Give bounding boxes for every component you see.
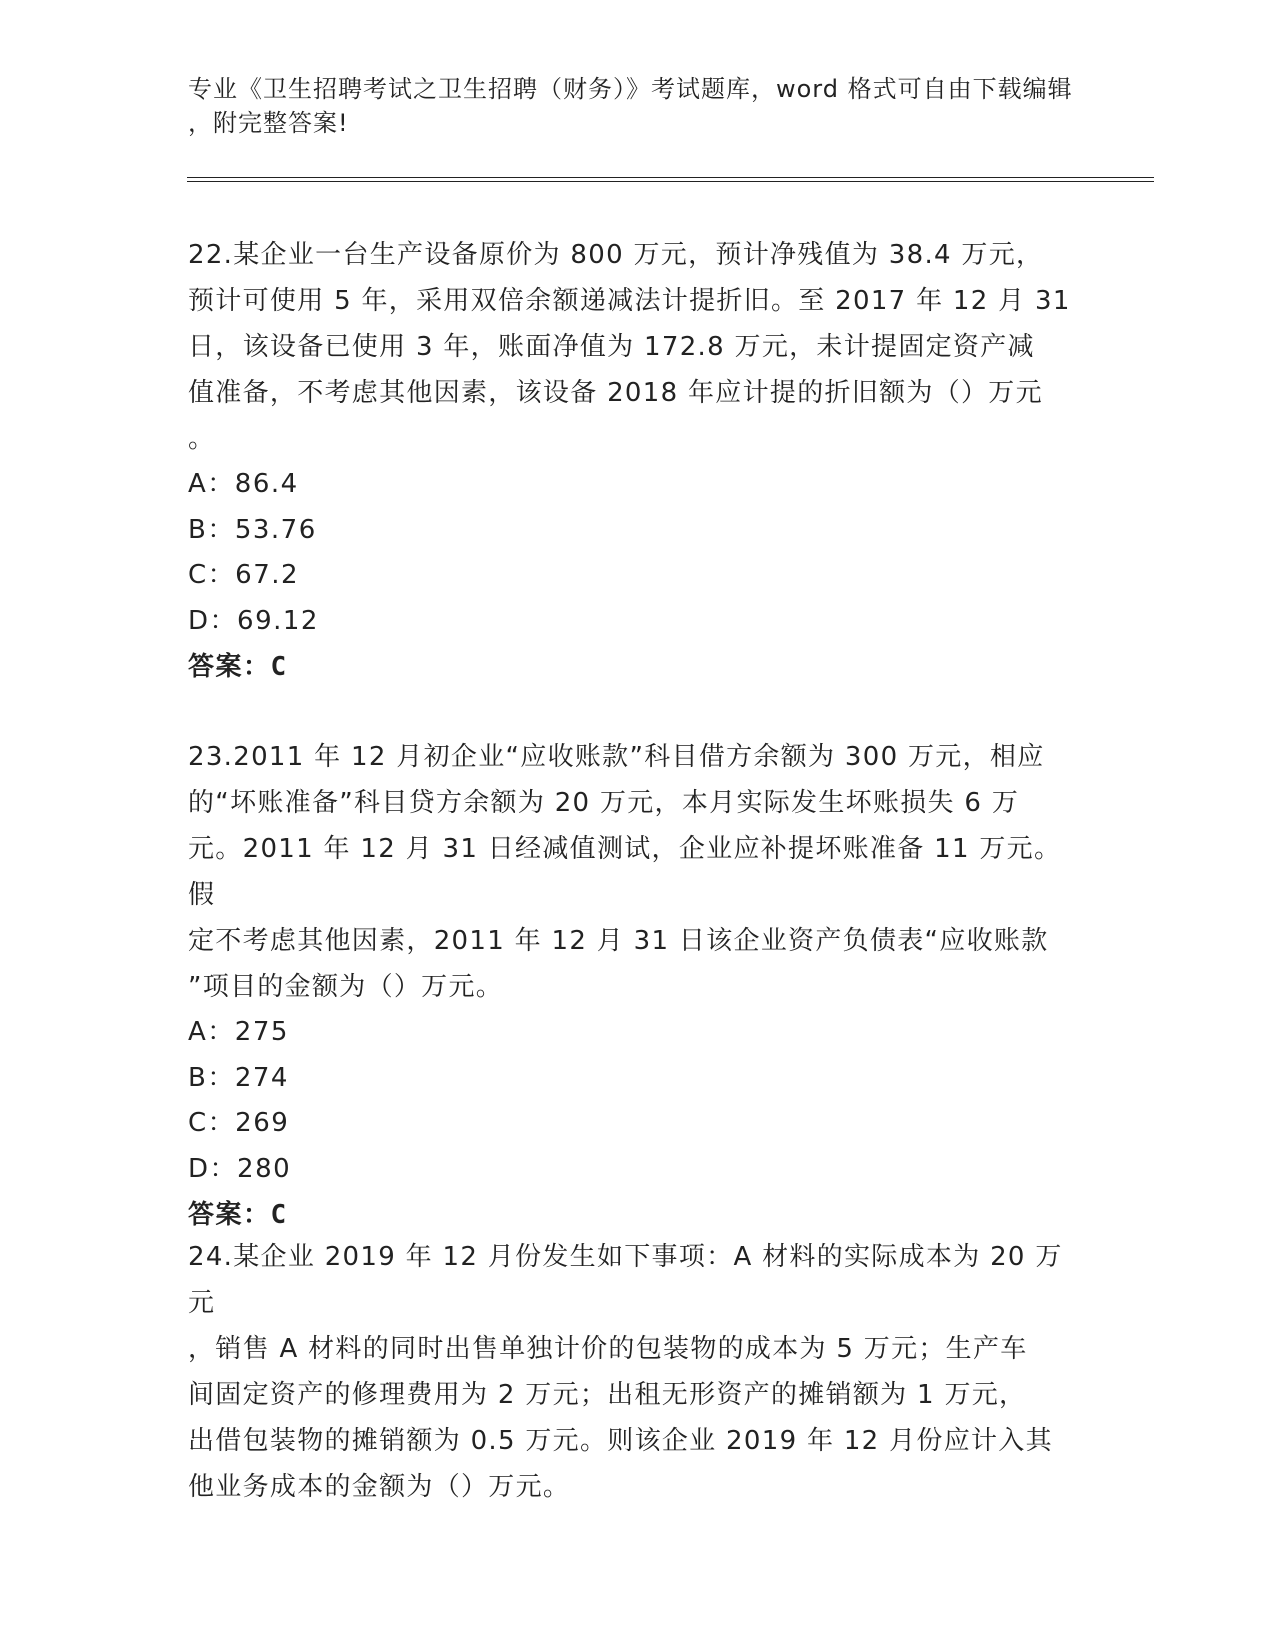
option-c: C：67.2: [188, 560, 300, 590]
question-line: 日，该设备已使用 3 年，账面净值为 172.8 万元，未计提固定资产减: [188, 332, 1035, 362]
option-a: A：275: [188, 1017, 289, 1047]
answer: [188, 1192, 1088, 1238]
header-divider-top: [187, 177, 1154, 178]
option-a: A：86.4: [188, 469, 299, 499]
document-header: [188, 72, 1088, 140]
question-line: 预计可使用 5 年，采用双倍余额递减法计提折旧。至 2017 年 12 月 31: [188, 286, 1071, 316]
question-24: [188, 1234, 1088, 1510]
question-line: 值准备，不考虑其他因素，该设备 2018 年应计提的折旧额为（）万元: [188, 378, 1043, 408]
question-text: [188, 734, 1088, 1010]
answer-value: C: [270, 652, 288, 682]
question-line: 。: [188, 424, 216, 454]
question-line: 23.2011 年 12 月初企业“应收账款”科目借方余额为 300 万元，相应: [188, 742, 1045, 772]
question-line: ，销售 A 材料的同时出售单独计价的包装物的成本为 5 万元；生产车: [188, 1334, 1028, 1364]
question-line: 22.某企业一台生产设备原价为 800 万元，预计净残值为 38.4 万元，: [188, 240, 1044, 270]
question-23: [188, 734, 1088, 1238]
options-list: [188, 1010, 1088, 1192]
question-line: 的“坏账准备”科目贷方余额为 20 万元，本月实际发生坏账损失 6 万: [188, 788, 1020, 818]
option-b: B：53.76: [188, 514, 317, 545]
header-divider-bottom: [187, 181, 1154, 182]
option-d: D：280: [188, 1153, 292, 1184]
option-c: C：269: [188, 1108, 290, 1138]
question-line: 24.某企业 2019 年 12 月份发生如下事项：A 材料的实际成本为 20 万元: [188, 1242, 1063, 1318]
question-line: 间固定资产的修理费用为 2 万元；出租无形资产的摊销额为 1 万元，: [188, 1380, 1027, 1410]
option-b: B：274: [188, 1062, 289, 1093]
question-line: 定不考虑其他因素，2011 年 12 月 31 日该企业资产负债表“应收账款: [188, 926, 1049, 956]
question-line: 元。2011 年 12 月 31 日经减值测试，企业应补提坏账准备 11 万元。假: [188, 834, 1062, 910]
question-line: 他业务成本的金额为（）万元。: [188, 1472, 571, 1502]
options-list: [188, 462, 1088, 644]
header-line-1: 专业《卫生招聘考试之卫生招聘（财务）》考试题库，word 格式可自由下载编辑: [188, 75, 1073, 103]
header-line-2: ，附完整答案!: [188, 109, 349, 137]
question-line: 出借包装物的摊销额为 0.5 万元。则该企业 2019 年 12 月份应计入其: [188, 1426, 1053, 1456]
answer: [188, 644, 1088, 690]
question-line: ”项目的金额为（）万元。: [188, 972, 504, 1002]
answer-label: 答案：: [188, 652, 271, 682]
option-d: D：69.12: [188, 605, 319, 636]
question-text: [188, 1234, 1088, 1510]
answer-label: 答案：: [188, 1200, 271, 1230]
answer-value: C: [270, 1200, 288, 1230]
question-22: [188, 232, 1088, 690]
question-text: [188, 232, 1088, 462]
